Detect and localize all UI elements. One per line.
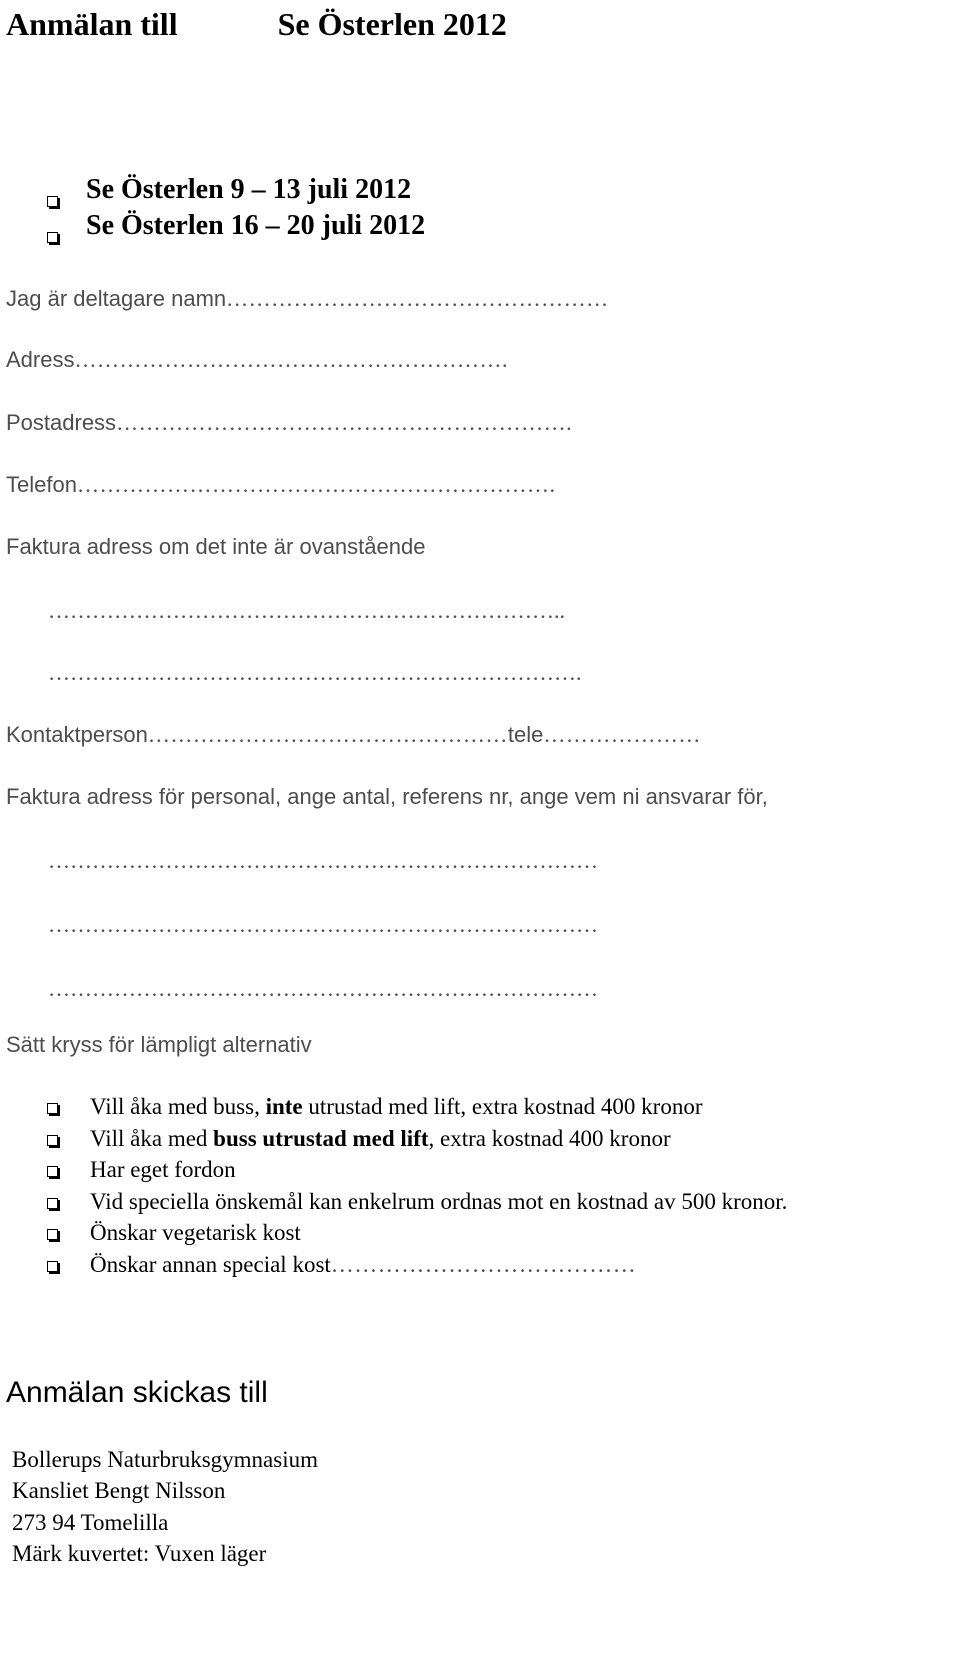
contact-field[interactable] bbox=[6, 720, 701, 750]
invoice-line-2[interactable]: ………………………………………………………………. bbox=[48, 660, 582, 685]
postal-label: Postadress bbox=[6, 410, 117, 435]
date-option-1: Se Österlen 9 – 13 juli 2012 bbox=[86, 174, 412, 205]
phone-dots: ………………………………………………………. bbox=[76, 472, 556, 497]
address-label: Adress bbox=[6, 347, 75, 372]
instruction-text: Sätt kryss för lämpligt alternativ bbox=[6, 1032, 312, 1057]
checkbox-date-1[interactable] bbox=[47, 196, 58, 207]
contact-label: Kontaktperson bbox=[6, 722, 148, 747]
address-line-4: Märk kuvertet: Vuxen läger bbox=[12, 1541, 267, 1566]
option-2-text-c: , extra kostnad 400 kronor bbox=[428, 1126, 671, 1151]
option-2-text-b: buss utrustad med lift bbox=[213, 1126, 429, 1151]
address-line-1: Bollerups Naturbruksgymnasium bbox=[12, 1447, 318, 1472]
option-6-text-a: Önskar annan special kost bbox=[90, 1252, 331, 1277]
option-5: Önskar vegetarisk kost bbox=[90, 1220, 301, 1245]
date-option-2: Se Österlen 16 – 20 juli 2012 bbox=[86, 210, 426, 241]
page-title bbox=[6, 2, 507, 46]
name-dots: …………………………………………… bbox=[226, 286, 609, 311]
staff-line-1[interactable]: ………………………………………………………………… bbox=[48, 848, 598, 873]
invoice-line-1[interactable]: …………………………………………………………….. bbox=[48, 598, 565, 623]
option-1-text-b: inte bbox=[265, 1094, 303, 1119]
checkbox-option-4[interactable] bbox=[47, 1198, 58, 1209]
option-6-dots[interactable]: ………………………………… bbox=[330, 1252, 637, 1277]
checkbox-option-2[interactable] bbox=[47, 1135, 58, 1146]
option-4: Vid speciella önskemål kan enkelrum ordnas mot en kostnad av 500 kronor. bbox=[90, 1189, 788, 1214]
title-part-1: Anmälan till bbox=[6, 6, 178, 42]
option-1-text-a: Vill åka med buss, bbox=[90, 1094, 266, 1119]
checkbox-option-6[interactable] bbox=[47, 1261, 58, 1272]
phone-field[interactable] bbox=[6, 470, 555, 500]
address-line-2: Kansliet Bengt Nilsson bbox=[12, 1478, 226, 1503]
invoice-label: Faktura adress om det inte är ovanstående bbox=[6, 534, 426, 559]
name-field[interactable] bbox=[6, 284, 609, 314]
option-6 bbox=[90, 1250, 636, 1280]
option-1-text-c: utrustad med lift, extra kostnad 400 kronor bbox=[302, 1094, 703, 1119]
staff-line-3[interactable]: ………………………………………………………………… bbox=[48, 976, 598, 1001]
send-heading: Anmälan skickas till bbox=[6, 1376, 268, 1409]
option-1 bbox=[90, 1092, 703, 1122]
checkbox-option-3[interactable] bbox=[47, 1166, 58, 1177]
tele-dots: ………………… bbox=[543, 722, 701, 747]
option-2-text-a: Vill åka med bbox=[90, 1126, 214, 1151]
address-line-3: 273 94 Tomelilla bbox=[12, 1510, 169, 1535]
option-2 bbox=[90, 1124, 671, 1154]
phone-label: Telefon bbox=[6, 472, 77, 497]
postal-field[interactable] bbox=[6, 408, 572, 438]
contact-dots: ………………………………………… bbox=[147, 722, 508, 747]
tele-label: tele bbox=[507, 722, 544, 747]
checkbox-date-2[interactable] bbox=[47, 232, 58, 243]
option-3: Har eget fordon bbox=[90, 1157, 236, 1182]
staff-invoice-label: Faktura adress för personal, ange antal, referens nr, ange vem ni ansvarar för, bbox=[6, 784, 768, 809]
name-label: Jag är deltagare namn bbox=[6, 286, 227, 311]
address-dots: …………………………………………………. bbox=[74, 347, 508, 372]
checkbox-option-1[interactable] bbox=[47, 1103, 58, 1114]
title-part-2: Se Österlen 2012 bbox=[277, 6, 507, 42]
staff-line-2[interactable]: ………………………………………………………………… bbox=[48, 912, 598, 937]
postal-dots: ……………………………………………………. bbox=[116, 410, 573, 435]
checkbox-option-5[interactable] bbox=[47, 1229, 58, 1240]
address-field[interactable] bbox=[6, 345, 508, 375]
